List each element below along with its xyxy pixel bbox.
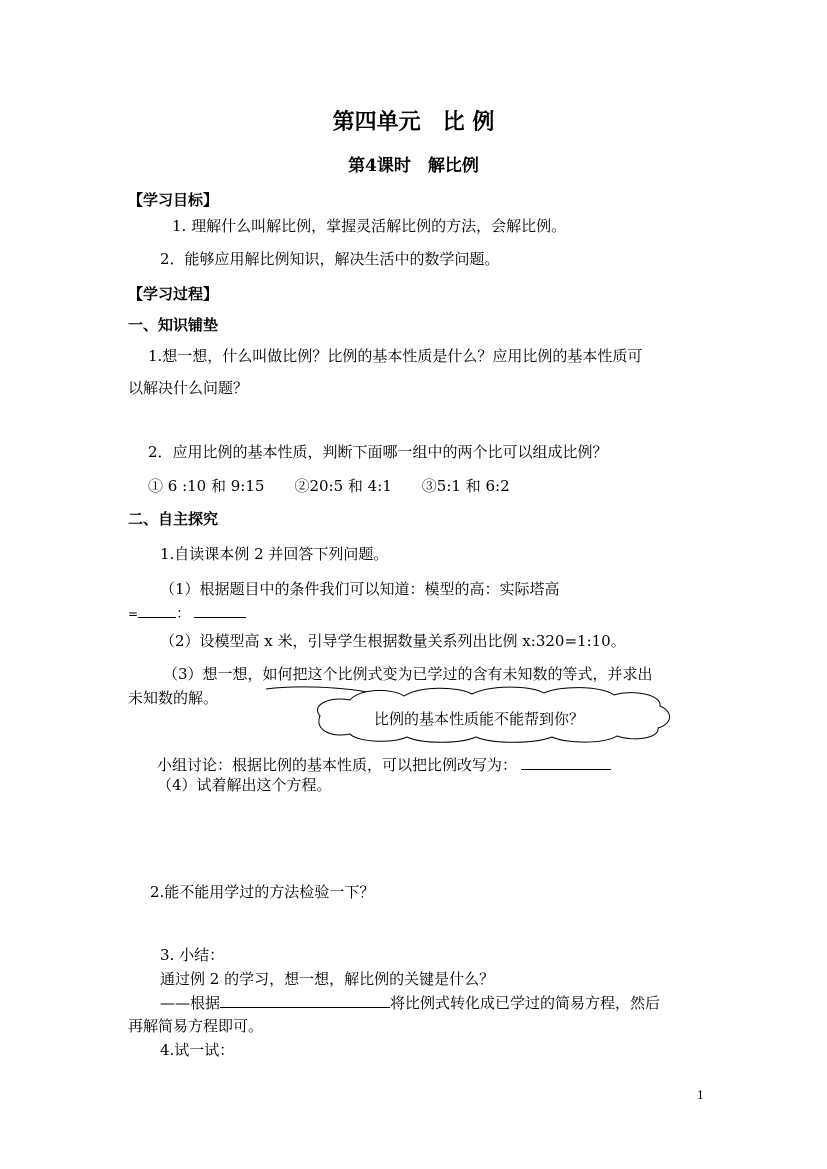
part2-step4: 4.试一试： xyxy=(160,1041,235,1059)
answer-blank-key[interactable] xyxy=(220,993,390,1008)
summary-answer-prefix: ——根据 xyxy=(160,994,221,1012)
part1-q2: 2．应用比例的基本性质，判断下面哪一组中的两个比可以组成比例？ xyxy=(148,443,608,461)
summary-answer-suffix: 将比例式转化成已学过的简易方程，然后 xyxy=(390,994,661,1012)
part2-step1d: （4）试着解出这个方程。 xyxy=(157,776,332,794)
summary-answer-line2: 再解简易方程即可。 xyxy=(128,1017,264,1035)
page-title: 第四单元 比 例 xyxy=(332,109,495,135)
answer-blank-model-height[interactable] xyxy=(138,603,176,618)
part1-q1-line1: 1.想一想，什么叫做比例？比例的基本性质是什么？应用比例的基本性质可 xyxy=(148,347,643,365)
part2-step2: 2.能不能用学过的方法检验一下？ xyxy=(150,883,375,901)
equals-sign: = xyxy=(128,607,139,621)
process-heading: 【学习过程】 xyxy=(128,285,219,303)
answer-blank-rewrite[interactable] xyxy=(521,755,611,770)
part2-step1c-line2: 未知数的解。 xyxy=(128,689,219,707)
group-discussion-label: 小组讨论：根据比例的基本性质，可以把比例改写为： xyxy=(157,756,518,774)
part2-step1: 1.自读课本例 2 并回答下列问题。 xyxy=(160,545,389,563)
goal-item-1: 1. 理解什么叫解比例，掌握灵活解比例的方法，会解比例。 xyxy=(172,217,567,235)
ratio-colon: ： xyxy=(176,606,191,622)
goal-item-2: 2．能够应用解比例知识，解决生活中的数学问题。 xyxy=(160,250,500,268)
part2-step1b: （2）设模型高 x 米，引导学生根据数量关系列出比例 x:320=1:10。 xyxy=(160,632,626,650)
summary-answer-line1 xyxy=(160,993,660,1013)
part1-q1-line2: 以解决什么问题？ xyxy=(128,379,249,397)
part2-step1c-line1: （3）想一想，如何把这个比例式变为已学过的含有未知数的等式，并求出 xyxy=(163,665,653,683)
part1-heading: 一、知识铺垫 xyxy=(128,316,219,334)
lesson-subtitle: 第4课时 解比例 xyxy=(348,156,479,176)
page-number: 1 xyxy=(697,1089,704,1102)
part2-heading: 二、自主探究 xyxy=(128,510,219,528)
group-discussion xyxy=(157,755,611,775)
cloud-text: 比例的基本性质能不能帮到你？ xyxy=(374,710,585,728)
goals-heading: 【学习目标】 xyxy=(128,191,219,209)
part1-options: ① 6 :10 和 9:15 ②20:5 和 4:1 ③5:1 和 6:2 xyxy=(148,477,510,495)
part2-step1a-line2 xyxy=(128,603,246,623)
part2-step3: 3. 小结： xyxy=(160,946,225,964)
answer-blank-tower-height[interactable] xyxy=(194,603,246,618)
summary-question: 通过例 2 的学习，想一想，解比例的关键是什么？ xyxy=(160,970,495,988)
part2-step1a-line1: （1）根据题目中的条件我们可以知道：模型的高：实际塔高 xyxy=(160,580,560,598)
